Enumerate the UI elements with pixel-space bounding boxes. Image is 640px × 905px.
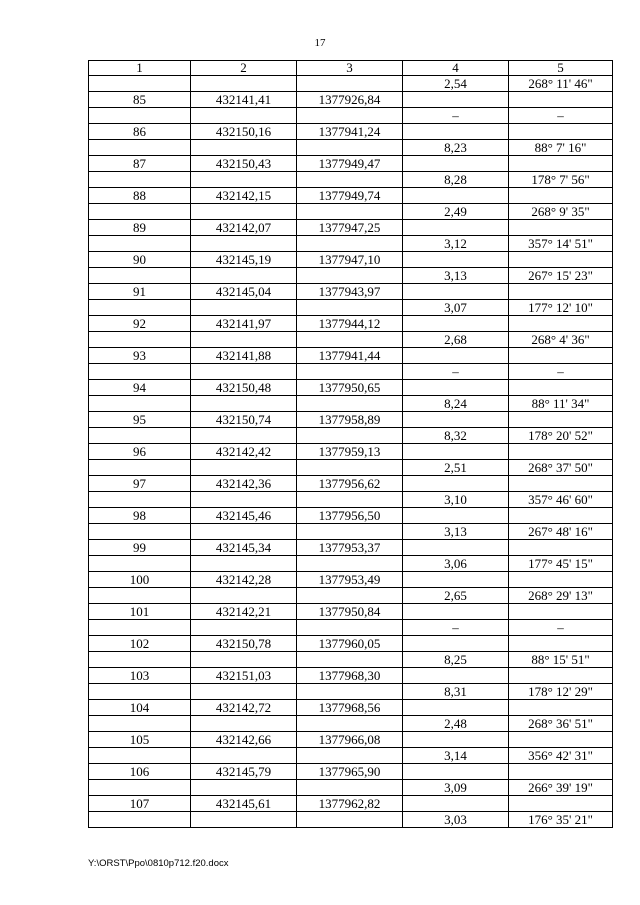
y-coordinate-cell: 1377968,56 — [297, 700, 403, 716]
y-coordinate-cell: 1377953,37 — [297, 540, 403, 556]
table-row — [89, 332, 613, 348]
y-coordinate-cell: 1377956,50 — [297, 508, 403, 524]
y-coordinate-cell — [297, 108, 403, 124]
bearing-cell: 88° 7' 16" — [509, 140, 613, 156]
distance-cell: – — [403, 620, 509, 636]
y-coordinate-cell — [297, 364, 403, 380]
table-row — [89, 92, 613, 108]
x-coordinate-cell: 432150,48 — [191, 380, 297, 396]
point-number-cell — [89, 300, 191, 316]
page-number: 17 — [314, 37, 326, 49]
point-number-cell — [89, 460, 191, 476]
table-row — [89, 284, 613, 300]
table-row — [89, 588, 613, 604]
bearing-cell — [509, 508, 613, 524]
bearing-cell: 178° 7' 56" — [509, 172, 613, 188]
table-row — [89, 204, 613, 220]
distance-cell — [403, 316, 509, 332]
point-number-cell: 90 — [89, 252, 191, 268]
x-coordinate-cell: 432150,43 — [191, 156, 297, 172]
point-number-cell — [89, 332, 191, 348]
x-coordinate-cell — [191, 620, 297, 636]
point-number-cell: 104 — [89, 700, 191, 716]
point-number-cell — [89, 780, 191, 796]
y-coordinate-cell — [297, 204, 403, 220]
distance-cell: 3,13 — [403, 268, 509, 284]
bearing-cell — [509, 540, 613, 556]
point-number-cell — [89, 108, 191, 124]
x-coordinate-cell: 432150,74 — [191, 412, 297, 428]
table-row — [89, 684, 613, 700]
table-row — [89, 556, 613, 572]
point-number-cell — [89, 428, 191, 444]
y-coordinate-cell — [297, 684, 403, 700]
x-coordinate-cell: 432145,61 — [191, 796, 297, 812]
distance-cell — [403, 540, 509, 556]
bearing-cell — [509, 604, 613, 620]
distance-cell: 8,24 — [403, 396, 509, 412]
distance-cell: 3,06 — [403, 556, 509, 572]
distance-cell: 8,28 — [403, 172, 509, 188]
point-number-cell: 97 — [89, 476, 191, 492]
y-coordinate-cell — [297, 812, 403, 828]
bearing-cell: 268° 37' 50" — [509, 460, 613, 476]
bearing-cell — [509, 380, 613, 396]
bearing-cell — [509, 572, 613, 588]
point-number-cell: 93 — [89, 348, 191, 364]
bearing-cell — [509, 316, 613, 332]
x-coordinate-cell: 432151,03 — [191, 668, 297, 684]
table-row — [89, 524, 613, 540]
point-number-cell — [89, 812, 191, 828]
distance-cell: 3,14 — [403, 748, 509, 764]
distance-cell — [403, 92, 509, 108]
y-coordinate-cell: 1377949,74 — [297, 188, 403, 204]
distance-cell — [403, 220, 509, 236]
point-number-cell — [89, 748, 191, 764]
point-number-cell: 101 — [89, 604, 191, 620]
table-row — [89, 236, 613, 252]
y-coordinate-cell: 1377960,05 — [297, 636, 403, 652]
x-coordinate-cell — [191, 172, 297, 188]
x-coordinate-cell — [191, 492, 297, 508]
distance-cell: 3,13 — [403, 524, 509, 540]
distance-cell — [403, 444, 509, 460]
point-number-cell: 102 — [89, 636, 191, 652]
bearing-cell: 267° 15' 23" — [509, 268, 613, 284]
bearing-cell: – — [509, 620, 613, 636]
point-number-cell — [89, 588, 191, 604]
column-header: 3 — [297, 61, 403, 76]
bearing-cell: 266° 39' 19" — [509, 780, 613, 796]
y-coordinate-cell: 1377959,13 — [297, 444, 403, 460]
point-number-cell — [89, 76, 191, 92]
y-coordinate-cell — [297, 396, 403, 412]
distance-cell: 8,25 — [403, 652, 509, 668]
column-header: 5 — [509, 61, 613, 76]
bearing-cell: 357° 46' 60" — [509, 492, 613, 508]
y-coordinate-cell: 1377956,62 — [297, 476, 403, 492]
table-row — [89, 444, 613, 460]
point-number-cell — [89, 524, 191, 540]
table-row — [89, 508, 613, 524]
y-coordinate-cell — [297, 588, 403, 604]
bearing-cell: 267° 48' 16" — [509, 524, 613, 540]
bearing-cell: 176° 35' 21" — [509, 812, 613, 828]
y-coordinate-cell — [297, 460, 403, 476]
x-coordinate-cell — [191, 652, 297, 668]
x-coordinate-cell — [191, 268, 297, 284]
point-number-cell — [89, 396, 191, 412]
table-row — [89, 572, 613, 588]
point-number-cell — [89, 556, 191, 572]
x-coordinate-cell — [191, 716, 297, 732]
y-coordinate-cell — [297, 172, 403, 188]
table-row — [89, 268, 613, 284]
point-number-cell: 85 — [89, 92, 191, 108]
x-coordinate-cell — [191, 684, 297, 700]
y-coordinate-cell: 1377953,49 — [297, 572, 403, 588]
y-coordinate-cell — [297, 236, 403, 252]
point-number-cell — [89, 684, 191, 700]
bearing-cell: 268° 36' 51" — [509, 716, 613, 732]
x-coordinate-cell: 432142,28 — [191, 572, 297, 588]
x-coordinate-cell — [191, 364, 297, 380]
x-coordinate-cell — [191, 140, 297, 156]
column-header: 4 — [403, 61, 509, 76]
x-coordinate-cell: 432150,78 — [191, 636, 297, 652]
distance-cell: 2,48 — [403, 716, 509, 732]
point-number-cell: 100 — [89, 572, 191, 588]
x-coordinate-cell — [191, 428, 297, 444]
table-row — [89, 76, 613, 92]
distance-cell — [403, 348, 509, 364]
coordinates-table — [88, 60, 613, 828]
x-coordinate-cell: 432141,88 — [191, 348, 297, 364]
bearing-cell: 268° 9' 35" — [509, 204, 613, 220]
table-row — [89, 220, 613, 236]
point-number-cell: 98 — [89, 508, 191, 524]
y-coordinate-cell: 1377962,82 — [297, 796, 403, 812]
distance-cell — [403, 764, 509, 780]
distance-cell — [403, 124, 509, 140]
point-number-cell — [89, 140, 191, 156]
bearing-cell — [509, 284, 613, 300]
y-coordinate-cell: 1377950,84 — [297, 604, 403, 620]
bearing-cell: – — [509, 108, 613, 124]
x-coordinate-cell: 432145,04 — [191, 284, 297, 300]
point-number-cell: 87 — [89, 156, 191, 172]
distance-cell: 2,65 — [403, 588, 509, 604]
distance-cell: 2,68 — [403, 332, 509, 348]
point-number-cell: 99 — [89, 540, 191, 556]
y-coordinate-cell — [297, 620, 403, 636]
x-coordinate-cell — [191, 396, 297, 412]
table-row — [89, 316, 613, 332]
bearing-cell: 178° 12' 29" — [509, 684, 613, 700]
distance-cell: – — [403, 364, 509, 380]
bearing-cell: 177° 12' 10" — [509, 300, 613, 316]
distance-cell — [403, 572, 509, 588]
bearing-cell — [509, 252, 613, 268]
bearing-cell — [509, 764, 613, 780]
bearing-cell — [509, 156, 613, 172]
table-row — [89, 252, 613, 268]
y-coordinate-cell — [297, 492, 403, 508]
distance-cell — [403, 252, 509, 268]
distance-cell — [403, 476, 509, 492]
x-coordinate-cell: 432142,36 — [191, 476, 297, 492]
point-number-cell — [89, 268, 191, 284]
point-number-cell — [89, 364, 191, 380]
bearing-cell — [509, 732, 613, 748]
distance-cell: 3,12 — [403, 236, 509, 252]
x-coordinate-cell — [191, 812, 297, 828]
bearing-cell: 177° 45' 15" — [509, 556, 613, 572]
table-row — [89, 780, 613, 796]
distance-cell: 3,03 — [403, 812, 509, 828]
bearing-cell: 88° 11' 34" — [509, 396, 613, 412]
table-row — [89, 700, 613, 716]
x-coordinate-cell — [191, 300, 297, 316]
x-coordinate-cell — [191, 76, 297, 92]
y-coordinate-cell: 1377941,24 — [297, 124, 403, 140]
point-number-cell: 89 — [89, 220, 191, 236]
column-header: 1 — [89, 61, 191, 76]
y-coordinate-cell: 1377968,30 — [297, 668, 403, 684]
file-path-footer: Y:\ORST\Ppo\0810p712.f20.docx — [88, 858, 229, 869]
table-row — [89, 396, 613, 412]
distance-cell — [403, 636, 509, 652]
table-row — [89, 796, 613, 812]
x-coordinate-cell — [191, 460, 297, 476]
bearing-cell: 357° 14' 51" — [509, 236, 613, 252]
table-row — [89, 748, 613, 764]
table-row — [89, 172, 613, 188]
x-coordinate-cell: 432145,46 — [191, 508, 297, 524]
table-row — [89, 492, 613, 508]
y-coordinate-cell — [297, 140, 403, 156]
x-coordinate-cell: 432145,19 — [191, 252, 297, 268]
bearing-cell — [509, 444, 613, 460]
point-number-cell — [89, 204, 191, 220]
bearing-cell — [509, 700, 613, 716]
distance-cell — [403, 284, 509, 300]
table-row — [89, 108, 613, 124]
table-header-row — [89, 61, 613, 76]
distance-cell: 2,54 — [403, 76, 509, 92]
x-coordinate-cell: 432145,34 — [191, 540, 297, 556]
point-number-cell: 96 — [89, 444, 191, 460]
table-row — [89, 476, 613, 492]
x-coordinate-cell — [191, 588, 297, 604]
distance-cell: 2,49 — [403, 204, 509, 220]
x-coordinate-cell — [191, 524, 297, 540]
bearing-cell: 88° 15' 51" — [509, 652, 613, 668]
distance-cell — [403, 796, 509, 812]
distance-cell: 8,31 — [403, 684, 509, 700]
x-coordinate-cell — [191, 332, 297, 348]
bearing-cell — [509, 188, 613, 204]
table-row — [89, 188, 613, 204]
distance-cell — [403, 508, 509, 524]
distance-cell: 3,10 — [403, 492, 509, 508]
point-number-cell: 91 — [89, 284, 191, 300]
distance-cell — [403, 412, 509, 428]
column-header: 2 — [191, 61, 297, 76]
y-coordinate-cell: 1377926,84 — [297, 92, 403, 108]
distance-cell: 8,32 — [403, 428, 509, 444]
point-number-cell: 106 — [89, 764, 191, 780]
distance-cell — [403, 156, 509, 172]
distance-cell — [403, 732, 509, 748]
table-row — [89, 348, 613, 364]
y-coordinate-cell — [297, 748, 403, 764]
bearing-cell: – — [509, 364, 613, 380]
y-coordinate-cell: 1377965,90 — [297, 764, 403, 780]
y-coordinate-cell — [297, 652, 403, 668]
table-row — [89, 604, 613, 620]
point-number-cell: 94 — [89, 380, 191, 396]
bearing-cell: 268° 4' 36" — [509, 332, 613, 348]
x-coordinate-cell — [191, 780, 297, 796]
distance-cell: 3,07 — [403, 300, 509, 316]
table-row — [89, 460, 613, 476]
bearing-cell: 178° 20' 52" — [509, 428, 613, 444]
table-body — [89, 76, 613, 828]
bearing-cell: 356° 42' 31" — [509, 748, 613, 764]
x-coordinate-cell: 432142,42 — [191, 444, 297, 460]
table-row — [89, 412, 613, 428]
distance-cell: – — [403, 108, 509, 124]
y-coordinate-cell — [297, 556, 403, 572]
point-number-cell — [89, 236, 191, 252]
bearing-cell: 268° 11' 46" — [509, 76, 613, 92]
x-coordinate-cell: 432142,66 — [191, 732, 297, 748]
bearing-cell — [509, 220, 613, 236]
x-coordinate-cell: 432150,16 — [191, 124, 297, 140]
table-row — [89, 428, 613, 444]
table-row — [89, 732, 613, 748]
table-row — [89, 764, 613, 780]
table-row — [89, 124, 613, 140]
distance-cell: 2,51 — [403, 460, 509, 476]
x-coordinate-cell — [191, 556, 297, 572]
bearing-cell — [509, 412, 613, 428]
bearing-cell — [509, 636, 613, 652]
bearing-cell — [509, 124, 613, 140]
table-row — [89, 540, 613, 556]
table-row — [89, 652, 613, 668]
point-number-cell: 103 — [89, 668, 191, 684]
table-row — [89, 636, 613, 652]
point-number-cell: 92 — [89, 316, 191, 332]
table-row — [89, 156, 613, 172]
x-coordinate-cell: 432142,72 — [191, 700, 297, 716]
y-coordinate-cell: 1377949,47 — [297, 156, 403, 172]
table-row — [89, 812, 613, 828]
y-coordinate-cell: 1377944,12 — [297, 316, 403, 332]
y-coordinate-cell — [297, 716, 403, 732]
table-row — [89, 380, 613, 396]
bearing-cell — [509, 348, 613, 364]
distance-cell — [403, 380, 509, 396]
x-coordinate-cell: 432142,15 — [191, 188, 297, 204]
y-coordinate-cell: 1377966,08 — [297, 732, 403, 748]
x-coordinate-cell — [191, 236, 297, 252]
point-number-cell — [89, 716, 191, 732]
point-number-cell: 95 — [89, 412, 191, 428]
point-number-cell — [89, 492, 191, 508]
table-row — [89, 364, 613, 380]
y-coordinate-cell: 1377950,65 — [297, 380, 403, 396]
x-coordinate-cell: 432145,79 — [191, 764, 297, 780]
bearing-cell — [509, 668, 613, 684]
point-number-cell: 88 — [89, 188, 191, 204]
y-coordinate-cell: 1377947,25 — [297, 220, 403, 236]
bearing-cell — [509, 476, 613, 492]
x-coordinate-cell: 432142,21 — [191, 604, 297, 620]
table-row — [89, 668, 613, 684]
bearing-cell — [509, 796, 613, 812]
y-coordinate-cell: 1377947,10 — [297, 252, 403, 268]
y-coordinate-cell — [297, 300, 403, 316]
distance-cell — [403, 700, 509, 716]
bearing-cell: 268° 29' 13" — [509, 588, 613, 604]
y-coordinate-cell: 1377943,97 — [297, 284, 403, 300]
distance-cell — [403, 668, 509, 684]
x-coordinate-cell: 432141,97 — [191, 316, 297, 332]
point-number-cell: 86 — [89, 124, 191, 140]
table-row — [89, 300, 613, 316]
y-coordinate-cell — [297, 268, 403, 284]
y-coordinate-cell — [297, 780, 403, 796]
table-row — [89, 140, 613, 156]
x-coordinate-cell: 432141,41 — [191, 92, 297, 108]
y-coordinate-cell — [297, 428, 403, 444]
x-coordinate-cell — [191, 204, 297, 220]
distance-cell — [403, 188, 509, 204]
point-number-cell — [89, 620, 191, 636]
x-coordinate-cell — [191, 748, 297, 764]
bearing-cell — [509, 92, 613, 108]
point-number-cell: 107 — [89, 796, 191, 812]
y-coordinate-cell — [297, 524, 403, 540]
x-coordinate-cell: 432142,07 — [191, 220, 297, 236]
y-coordinate-cell — [297, 332, 403, 348]
distance-cell: 3,09 — [403, 780, 509, 796]
x-coordinate-cell — [191, 108, 297, 124]
table-row — [89, 716, 613, 732]
point-number-cell: 105 — [89, 732, 191, 748]
table-row — [89, 620, 613, 636]
y-coordinate-cell — [297, 76, 403, 92]
y-coordinate-cell: 1377958,89 — [297, 412, 403, 428]
point-number-cell — [89, 172, 191, 188]
y-coordinate-cell: 1377941,44 — [297, 348, 403, 364]
point-number-cell — [89, 652, 191, 668]
distance-cell — [403, 604, 509, 620]
distance-cell: 8,23 — [403, 140, 509, 156]
